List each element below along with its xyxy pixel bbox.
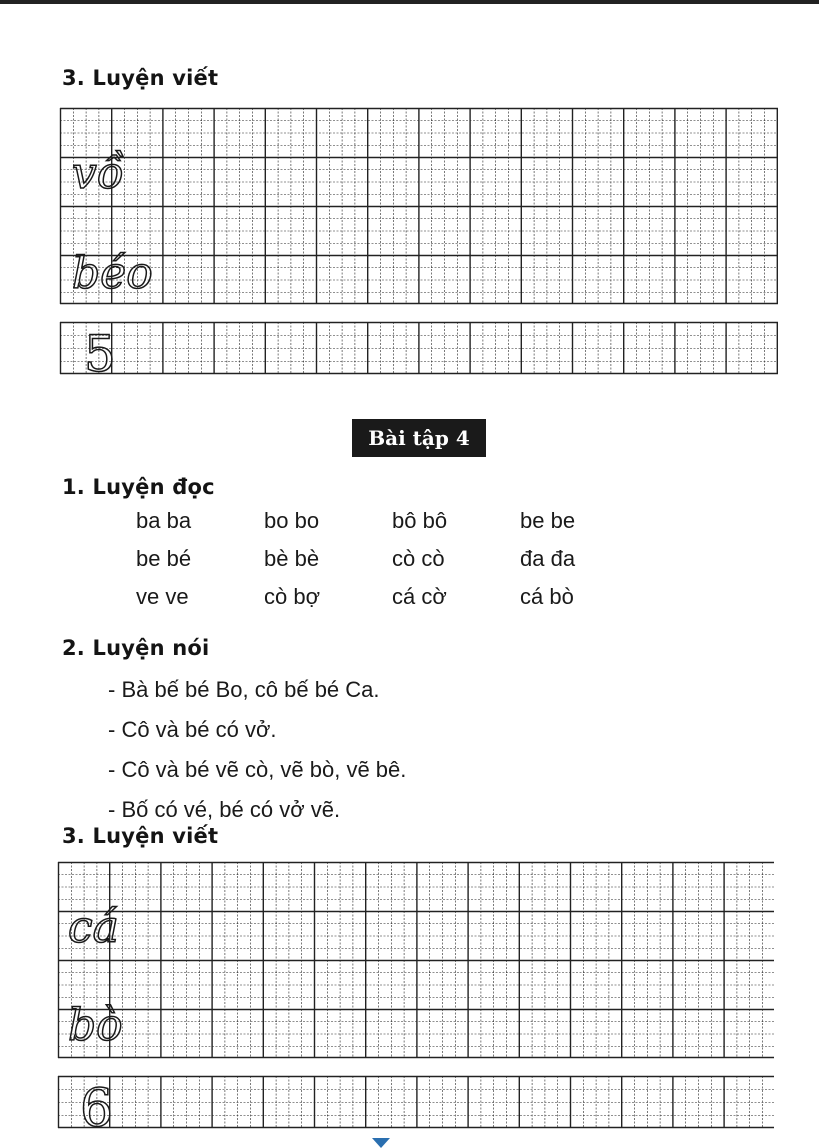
- sample-digit-bottom: 6: [80, 1079, 114, 1139]
- sample-word-1: vồ: [72, 148, 124, 199]
- writing-grid-top: [60, 108, 778, 304]
- page-bottom-marker: [372, 1138, 390, 1148]
- reading-word: cò bợ: [264, 584, 321, 609]
- section-heading-reading: 1. Luyện đọc: [62, 475, 215, 499]
- speaking-line: - Cô và bé vẽ cò, vẽ bò, vẽ bê.: [108, 757, 407, 782]
- reading-word: cá cờ: [392, 584, 447, 609]
- reading-word: cò cò: [392, 546, 445, 571]
- reading-word: đa đa: [520, 546, 576, 571]
- speaking-line: - Bố có vé, bé có vở vẽ.: [108, 797, 341, 822]
- writing-grid-bottom: [58, 862, 774, 1058]
- digit-grid-bottom: [58, 1076, 774, 1139]
- speaking-line: - Cô và bé có vở.: [108, 717, 277, 742]
- section-heading-writing-bottom: 3. Luyện viết: [62, 824, 219, 848]
- sample-digit: 5: [84, 325, 116, 383]
- reading-word: be be: [520, 508, 576, 533]
- reading-row: [136, 508, 648, 546]
- reading-word: bè bè: [264, 546, 320, 571]
- digit-grid-top: [60, 322, 778, 383]
- exercise-title: Bài tập 4: [352, 419, 486, 457]
- sample-word-3: cá: [68, 902, 119, 953]
- reading-word: bô bô: [392, 508, 448, 533]
- section-heading-speaking: 2. Luyện nói: [62, 636, 210, 660]
- section-heading-writing-top: 3. Luyện viết: [62, 66, 219, 90]
- page-top-border: [0, 0, 819, 4]
- speaking-line: - Bà bế bé Bo, cô bế bé Ca.: [108, 677, 380, 702]
- sample-word-4: bò: [68, 1000, 123, 1051]
- reading-word: be bé: [136, 546, 192, 571]
- speaking-list: [108, 676, 406, 836]
- reading-word: bo bo: [264, 508, 320, 533]
- reading-row: [136, 546, 648, 584]
- reading-row: [136, 584, 648, 622]
- reading-word-table: [136, 508, 648, 622]
- reading-word: cá bò: [520, 584, 574, 609]
- reading-word: ve ve: [136, 584, 189, 609]
- reading-word: ba ba: [136, 508, 192, 533]
- sample-word-2: béo: [72, 248, 153, 299]
